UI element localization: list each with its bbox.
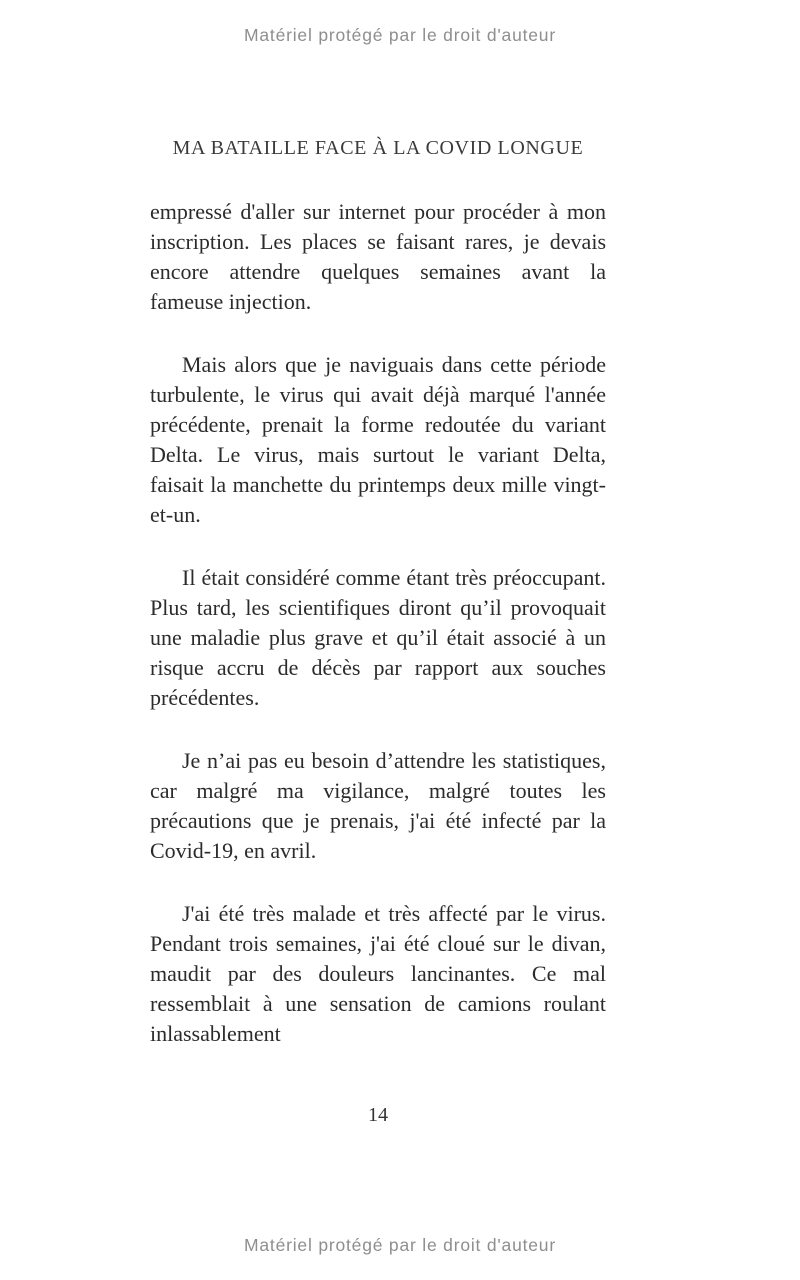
page-number: 14 [368,1104,388,1126]
paragraph: Il était considéré comme étant très préoccupant. Plus tard, les scientifiques diront qu’il provoquait une maladie plus grave et qu’il était associé à un risque accru de décès par rapport aux souches précédentes. [150,565,606,710]
paragraph: J'ai été très malade et très affecté par le virus. Pendant trois semaines, j'ai été cloué sur le divan, maudit par des douleurs lancinantes. Ce mal ressemblait à une sensation de camions roulant inlassablement [150,901,606,1046]
paragraph: Mais alors que je naviguais dans cette période turbulente, le virus qui avait déjà marqué l'année précédente, prenait la forme redoutée du variant Delta. Le virus, mais surtout le variant Delta, faisait la manchette du printemps deux mille vingt-et-un. [150,352,606,527]
running-header: MA BATAILLE FACE À LA COVID LONGUE [172,137,584,159]
page-content [150,137,606,1049]
paragraph: empressé d'aller sur internet pour procéder à mon inscription. Les places se faisant rares, je devais encore attendre quelques semaines avant la fameuse injection. [150,199,606,314]
paragraph: Je n’ai pas eu besoin d’attendre les statistiques, car malgré ma vigilance, malgré toutes les précautions que je prenais, j'ai été infecté par la Covid-19, en avril. [150,748,606,863]
copyright-watermark-top: Matériel protégé par le droit d'auteur [244,25,556,45]
body-text [150,197,606,1049]
copyright-watermark-bottom: Matériel protégé par le droit d'auteur [244,1235,556,1255]
